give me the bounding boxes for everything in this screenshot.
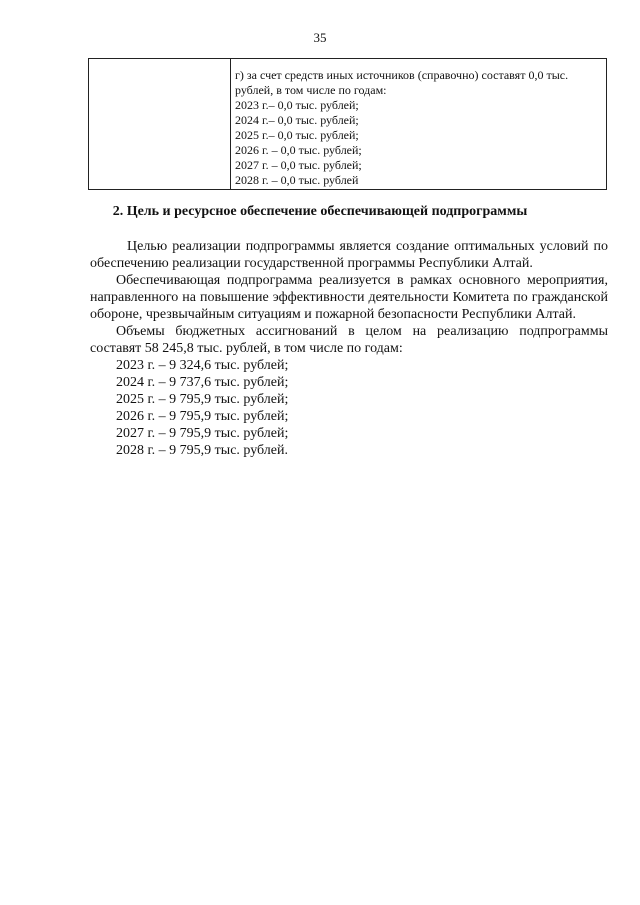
table-line-2025: 2025 г.– 0,0 тыс. рублей; — [235, 128, 359, 142]
section-heading: 2. Цель и ресурсное обеспечение обеспечивающей подпрограммы — [112, 204, 528, 219]
table-line-2027: 2027 г. – 0,0 тыс. рублей; — [235, 158, 362, 172]
page-number: 35 — [313, 30, 327, 45]
paragraph-implementation: Обеспечивающая подпрограмма реализуется в рамках основного мероприятия, направленного на повышение эффективности деятельности Комитета по гражданской обороне, чрезвычайным ситуациям и пожарной безопасности Республики Алтай. — [90, 273, 608, 322]
budget-year-2024: 2024 г. – 9 737,6 тыс. рублей; — [116, 375, 289, 390]
budget-year-2028: 2028 г. – 9 795,9 тыс. рублей. — [116, 443, 288, 458]
table-line-2026: 2026 г. – 0,0 тыс. рублей; — [235, 143, 362, 157]
budget-year-2023: 2023 г. – 9 324,6 тыс. рублей; — [116, 358, 289, 373]
paragraph-budget: Объемы бюджетных ассигнований в целом на реализацию подпрограммы составят 58 245,8 тыс. рублей, в том числе по годам: — [90, 324, 608, 356]
table-line-intro: г) за счет средств иных источников (справочно) составят 0,0 тыс. рублей, в том числе по годам: — [235, 68, 569, 97]
budget-year-2026: 2026 г. – 9 795,9 тыс. рублей; — [116, 409, 289, 424]
paragraph-goal: Целью реализации подпрограммы является создание оптимальных условий по обеспечению реализации государственной программы Республики Алтай. — [90, 239, 608, 271]
budget-year-2025: 2025 г. – 9 795,9 тыс. рублей; — [116, 392, 289, 407]
table-line-2023: 2023 г.– 0,0 тыс. рублей; — [235, 98, 359, 112]
funding-table — [88, 58, 607, 190]
section-body — [90, 238, 608, 459]
table-right-cell — [231, 59, 606, 189]
table-left-cell — [89, 59, 231, 189]
table-line-2028: 2028 г. – 0,0 тыс. рублей — [235, 173, 359, 187]
budget-year-2027: 2027 г. – 9 795,9 тыс. рублей; — [116, 426, 289, 441]
table-line-2024: 2024 г.– 0,0 тыс. рублей; — [235, 113, 359, 127]
